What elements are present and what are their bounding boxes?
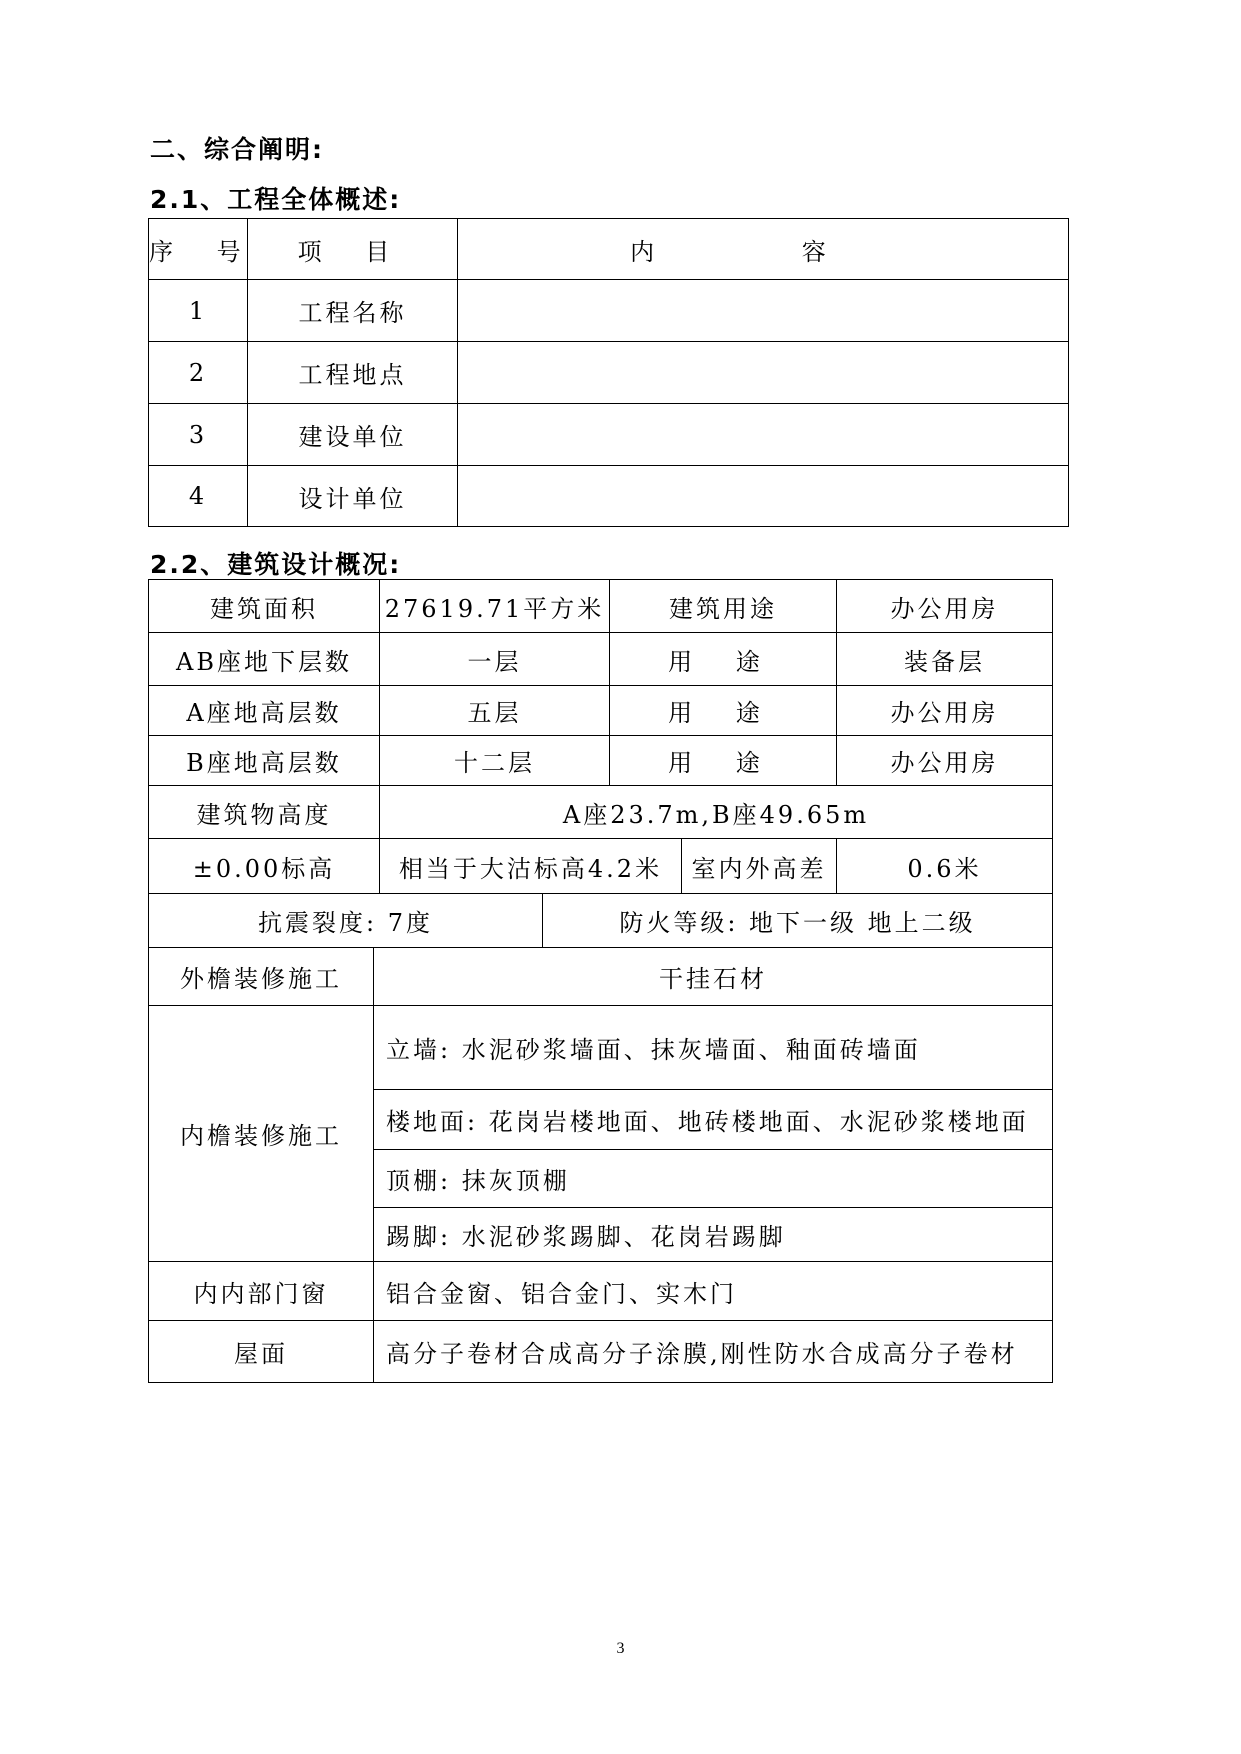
row-content: [458, 342, 1069, 404]
ab-use-value: 装备层: [837, 633, 1053, 686]
fire-rating: 防火等级: 地下一级 地上二级: [543, 894, 1053, 948]
row-no: 3: [149, 404, 248, 466]
design-table-height: [148, 785, 1053, 894]
header-item: 项 目: [248, 219, 458, 280]
row-item: 工程地点: [248, 342, 458, 404]
area-value: 27619.71平方米: [380, 580, 610, 633]
seismic-rating: 抗震裂度: 7度: [149, 894, 543, 948]
roof-value: 高分子卷材合成高分子涂膜,刚性防水合成高分子卷材: [374, 1321, 1053, 1383]
interior-finish-item: 立墙: 水泥砂浆墙面、抹灰墙面、釉面砖墙面: [374, 1006, 1053, 1090]
row-item: 设计单位: [248, 466, 458, 527]
a-use-value: 办公用房: [837, 686, 1053, 736]
design-table-floors: [148, 579, 1053, 786]
elevation-value: 相当于大沽标高4.2米: [380, 839, 682, 894]
design-table-finishes: [148, 947, 1053, 1383]
overview-table: [148, 218, 1069, 527]
a-use-label: 用 途: [610, 686, 837, 736]
row-content: [458, 280, 1069, 342]
a-floors-value: 五层: [380, 686, 610, 736]
height-diff-value: 0.6米: [837, 839, 1053, 894]
section-title: 二、综合阐明:: [150, 135, 324, 164]
row-no: 2: [149, 342, 248, 404]
exterior-finish-value: 干挂石材: [374, 948, 1053, 1006]
page-number: 3: [616, 1640, 625, 1657]
a-floors-label: A座地高层数: [149, 686, 380, 736]
row-content: [458, 466, 1069, 527]
exterior-finish-label: 外檐装修施工: [149, 948, 374, 1006]
row-content: [458, 404, 1069, 466]
roof-label: 屋面: [149, 1321, 374, 1383]
area-label: 建筑面积: [149, 580, 380, 633]
elevation-label: ±0.00标高: [149, 839, 380, 894]
overview-heading: 2.1、工程全体概述:: [150, 185, 402, 214]
doors-windows-value: 铝合金窗、铝合金门、实木门: [374, 1262, 1053, 1321]
b-floors-value: 十二层: [380, 736, 610, 786]
use-label: 建筑用途: [610, 580, 837, 633]
use-value: 办公用房: [837, 580, 1053, 633]
interior-finish-item: 楼地面: 花岗岩楼地面、地砖楼地面、水泥砂浆楼地面: [374, 1090, 1053, 1150]
ab-floors-label: AB座地下层数: [149, 633, 380, 686]
interior-finish-label: 内檐装修施工: [149, 1006, 374, 1262]
row-no: 4: [149, 466, 248, 527]
b-floors-label: B座地高层数: [149, 736, 380, 786]
b-use-label: 用 途: [610, 736, 837, 786]
height-value: A座23.7m,B座49.65m: [380, 786, 1053, 839]
b-use-value: 办公用房: [837, 736, 1053, 786]
interior-finish-item: 踢脚: 水泥砂浆踢脚、花岗岩踢脚: [374, 1208, 1053, 1262]
row-item: 工程名称: [248, 280, 458, 342]
interior-finish-item: 顶棚: 抹灰顶棚: [374, 1150, 1053, 1208]
design-table-ratings: [148, 893, 1053, 948]
height-label: 建筑物高度: [149, 786, 380, 839]
header-content: 内 容: [458, 219, 1069, 280]
header-no: 序 号: [149, 219, 248, 280]
height-diff-label: 室内外高差: [682, 839, 837, 894]
ab-use-label: 用 途: [610, 633, 837, 686]
row-item: 建设单位: [248, 404, 458, 466]
design-heading: 2.2、建筑设计概况:: [150, 550, 402, 579]
doors-windows-label: 内内部门窗: [149, 1262, 374, 1321]
ab-floors-value: 一层: [380, 633, 610, 686]
row-no: 1: [149, 280, 248, 342]
